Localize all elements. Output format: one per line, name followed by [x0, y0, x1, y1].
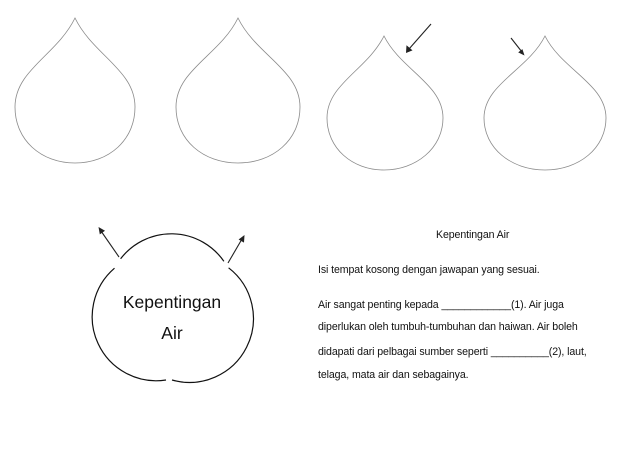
circle-label-line-1: Kepentingan: [122, 292, 222, 312]
water-drop-1: [15, 18, 135, 163]
circle-label-line-2: Air: [161, 323, 183, 343]
arrow-up-left: [99, 227, 120, 257]
paragraph-line-1: Air sangat penting kepada ____________(1). Air juga: [318, 299, 564, 311]
water-drop-3: [327, 36, 443, 170]
panel-title: Kepentingan Air: [436, 229, 510, 241]
water-drop-4: [484, 36, 606, 170]
water-drop-2: [176, 18, 300, 163]
paragraph-line-4: telaga, mata air dan sebagainya.: [318, 369, 469, 381]
paragraph-line-3: didapati dari pelbagai sumber seperti __________(2), laut,: [318, 346, 587, 358]
panel-instruction: Isi tempat kosong dengan jawapan yang sesuai.: [318, 264, 540, 276]
arrow-to-drop-4: [511, 38, 525, 56]
arrow-up-right: [228, 235, 245, 263]
arrow-to-drop-3: [406, 24, 431, 53]
paragraph-line-2: diperlukan oleh tumbuh-tumbuhan dan haiwan. Air boleh: [318, 321, 578, 333]
